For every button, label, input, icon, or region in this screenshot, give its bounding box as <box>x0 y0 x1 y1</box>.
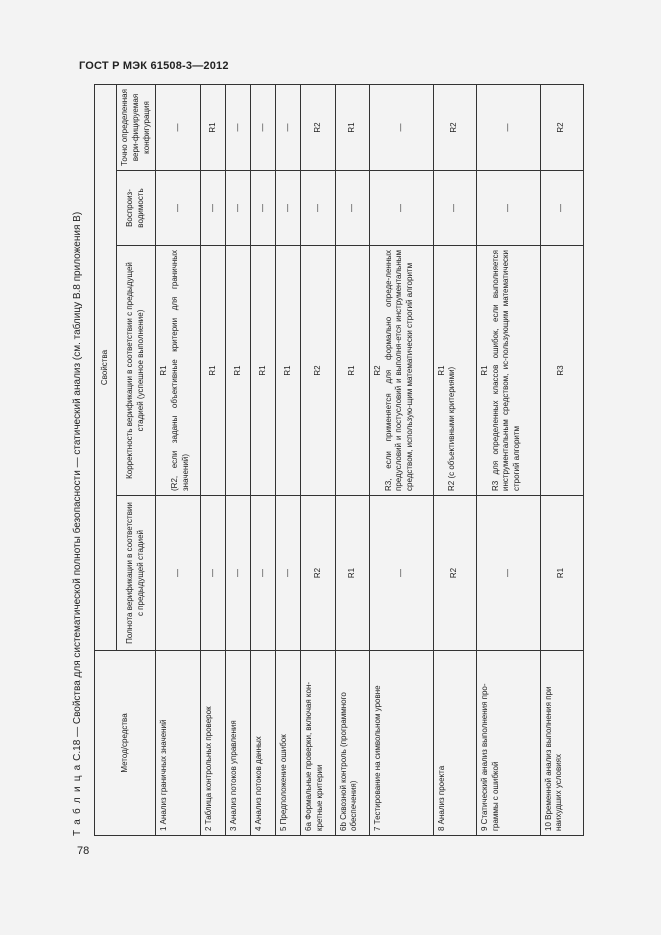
method-cell: 7 Тестирование на символьном уровне <box>369 651 433 836</box>
correctness-note: R2 (с объективными критериями) <box>447 366 457 491</box>
table-row <box>335 84 369 835</box>
correctness-note: (R2, если заданы объективные критерии для граничных значений) <box>170 250 190 491</box>
repeatability-cell: — <box>335 171 369 246</box>
completeness-cell: — <box>276 496 301 651</box>
completeness-cell: R2 <box>433 496 476 651</box>
repeatability-cell: — <box>226 171 251 246</box>
correctness-main: R1 <box>436 365 446 376</box>
precise-configuration-cell: — <box>369 84 433 170</box>
document-header: ГОСТ Р МЭК 61508-3—2012 <box>79 60 229 72</box>
precise-configuration-cell: — <box>156 84 201 170</box>
repeatability-cell: — <box>540 171 583 246</box>
table-row <box>476 84 540 835</box>
table-row <box>251 84 276 835</box>
table-row <box>156 84 201 835</box>
correctness-cell <box>476 246 540 496</box>
precise-configuration-cell: R1 <box>335 84 369 170</box>
method-cell: 3 Анализ потоков управления <box>226 651 251 836</box>
precise-configuration-cell: R2 <box>301 84 335 170</box>
repeatability-cell: — <box>201 171 226 246</box>
completeness-cell: — <box>476 496 540 651</box>
correctness-cell <box>226 246 251 496</box>
caption-label: Т а б л и ц а <box>72 763 83 836</box>
page-number: 78 <box>77 845 90 857</box>
correctness-cell <box>301 246 335 496</box>
method-cell: 10 Временной анализ выполнения при наихудших условиях <box>540 651 583 836</box>
completeness-cell: — <box>369 496 433 651</box>
caption-text: С.18 — Свойства для систематической полноты безопасности — статический анализ (см. таблицу В.8 приложения В) <box>72 211 83 764</box>
header-properties: Свойства <box>95 84 117 650</box>
repeatability-cell: — <box>251 171 276 246</box>
correctness-main: R3 <box>556 365 566 376</box>
correctness-main: R1 <box>232 365 242 376</box>
method-cell: 6b Сквозной контроль (программного обеспечения) <box>335 651 369 836</box>
repeatability-cell: — <box>476 171 540 246</box>
correctness-cell <box>251 246 276 496</box>
repeatability-cell: — <box>301 171 335 246</box>
rotated-table-area <box>72 88 592 848</box>
precise-configuration-cell: — <box>476 84 540 170</box>
precise-configuration-cell: R2 <box>540 84 583 170</box>
correctness-main: R2 <box>372 365 382 376</box>
completeness-cell: — <box>251 496 276 651</box>
correctness-cell <box>201 246 226 496</box>
completeness-cell: — <box>156 496 201 651</box>
correctness-main: R1 <box>257 365 267 376</box>
correctness-cell <box>433 246 476 496</box>
correctness-cell <box>276 246 301 496</box>
table-row <box>369 84 433 835</box>
method-cell: 5 Предположение ошибок <box>276 651 301 836</box>
completeness-cell: — <box>201 496 226 651</box>
correctness-note: R3 для определенных классов ошибок, если выполняется инструментальным средством, ис-пользующим математически строгий алгоритм <box>490 250 522 491</box>
table-caption <box>72 212 83 836</box>
correctness-note: R3, если применяется для формально опреде-ленных предусловий и постусловий и выполня-ется инструментальным средством, использую-щим математически строгий алгоритм <box>383 250 415 491</box>
repeatability-cell: — <box>369 171 433 246</box>
precise-configuration-cell: R2 <box>433 84 476 170</box>
repeatability-cell: — <box>433 171 476 246</box>
method-cell: 1 Анализ граничных значений <box>156 651 201 836</box>
precise-configuration-cell: — <box>251 84 276 170</box>
header-completeness: Полнота верификации в соответствии с предыдущей стадией <box>117 496 156 651</box>
correctness-cell <box>540 246 583 496</box>
precise-configuration-cell: — <box>276 84 301 170</box>
correctness-main: R2 <box>312 365 322 376</box>
correctness-cell <box>369 246 433 496</box>
table-row <box>226 84 251 835</box>
header-correctness: Корректность верификации в соответствии с предыдущей стадией (успешное выполнение) <box>117 246 156 496</box>
table-row <box>276 84 301 835</box>
correctness-main: R1 <box>479 365 489 376</box>
table-row <box>433 84 476 835</box>
method-cell: 8 Анализ проекта <box>433 651 476 836</box>
correctness-main: R1 <box>159 365 169 376</box>
header-precise-configuration: Точно определенная вери-фицируемая конфигурация <box>117 84 156 170</box>
method-cell: 6а Формальные проверки, включая кон-кретные критерии <box>301 651 335 836</box>
completeness-cell: — <box>226 496 251 651</box>
correctness-main: R1 <box>346 365 356 376</box>
table-row <box>201 84 226 835</box>
precise-configuration-cell: — <box>226 84 251 170</box>
table-row <box>540 84 583 835</box>
correctness-cell <box>156 246 201 496</box>
method-cell: 9 Статический анализ выполнения про-граммы с ошибкой <box>476 651 540 836</box>
table-row <box>301 84 335 835</box>
method-cell: 2 Таблица контрольных проверок <box>201 651 226 836</box>
completeness-cell: R1 <box>540 496 583 651</box>
correctness-main: R1 <box>207 365 217 376</box>
header-repeatability: Воспроиз-водимость <box>117 171 156 246</box>
properties-table <box>94 84 584 836</box>
correctness-cell <box>335 246 369 496</box>
repeatability-cell: — <box>156 171 201 246</box>
correctness-main: R1 <box>283 365 293 376</box>
header-method: Метод/средства <box>95 651 156 836</box>
completeness-cell: R1 <box>335 496 369 651</box>
repeatability-cell: — <box>276 171 301 246</box>
completeness-cell: R2 <box>301 496 335 651</box>
precise-configuration-cell: R1 <box>201 84 226 170</box>
method-cell: 4 Анализ потоков данных <box>251 651 276 836</box>
